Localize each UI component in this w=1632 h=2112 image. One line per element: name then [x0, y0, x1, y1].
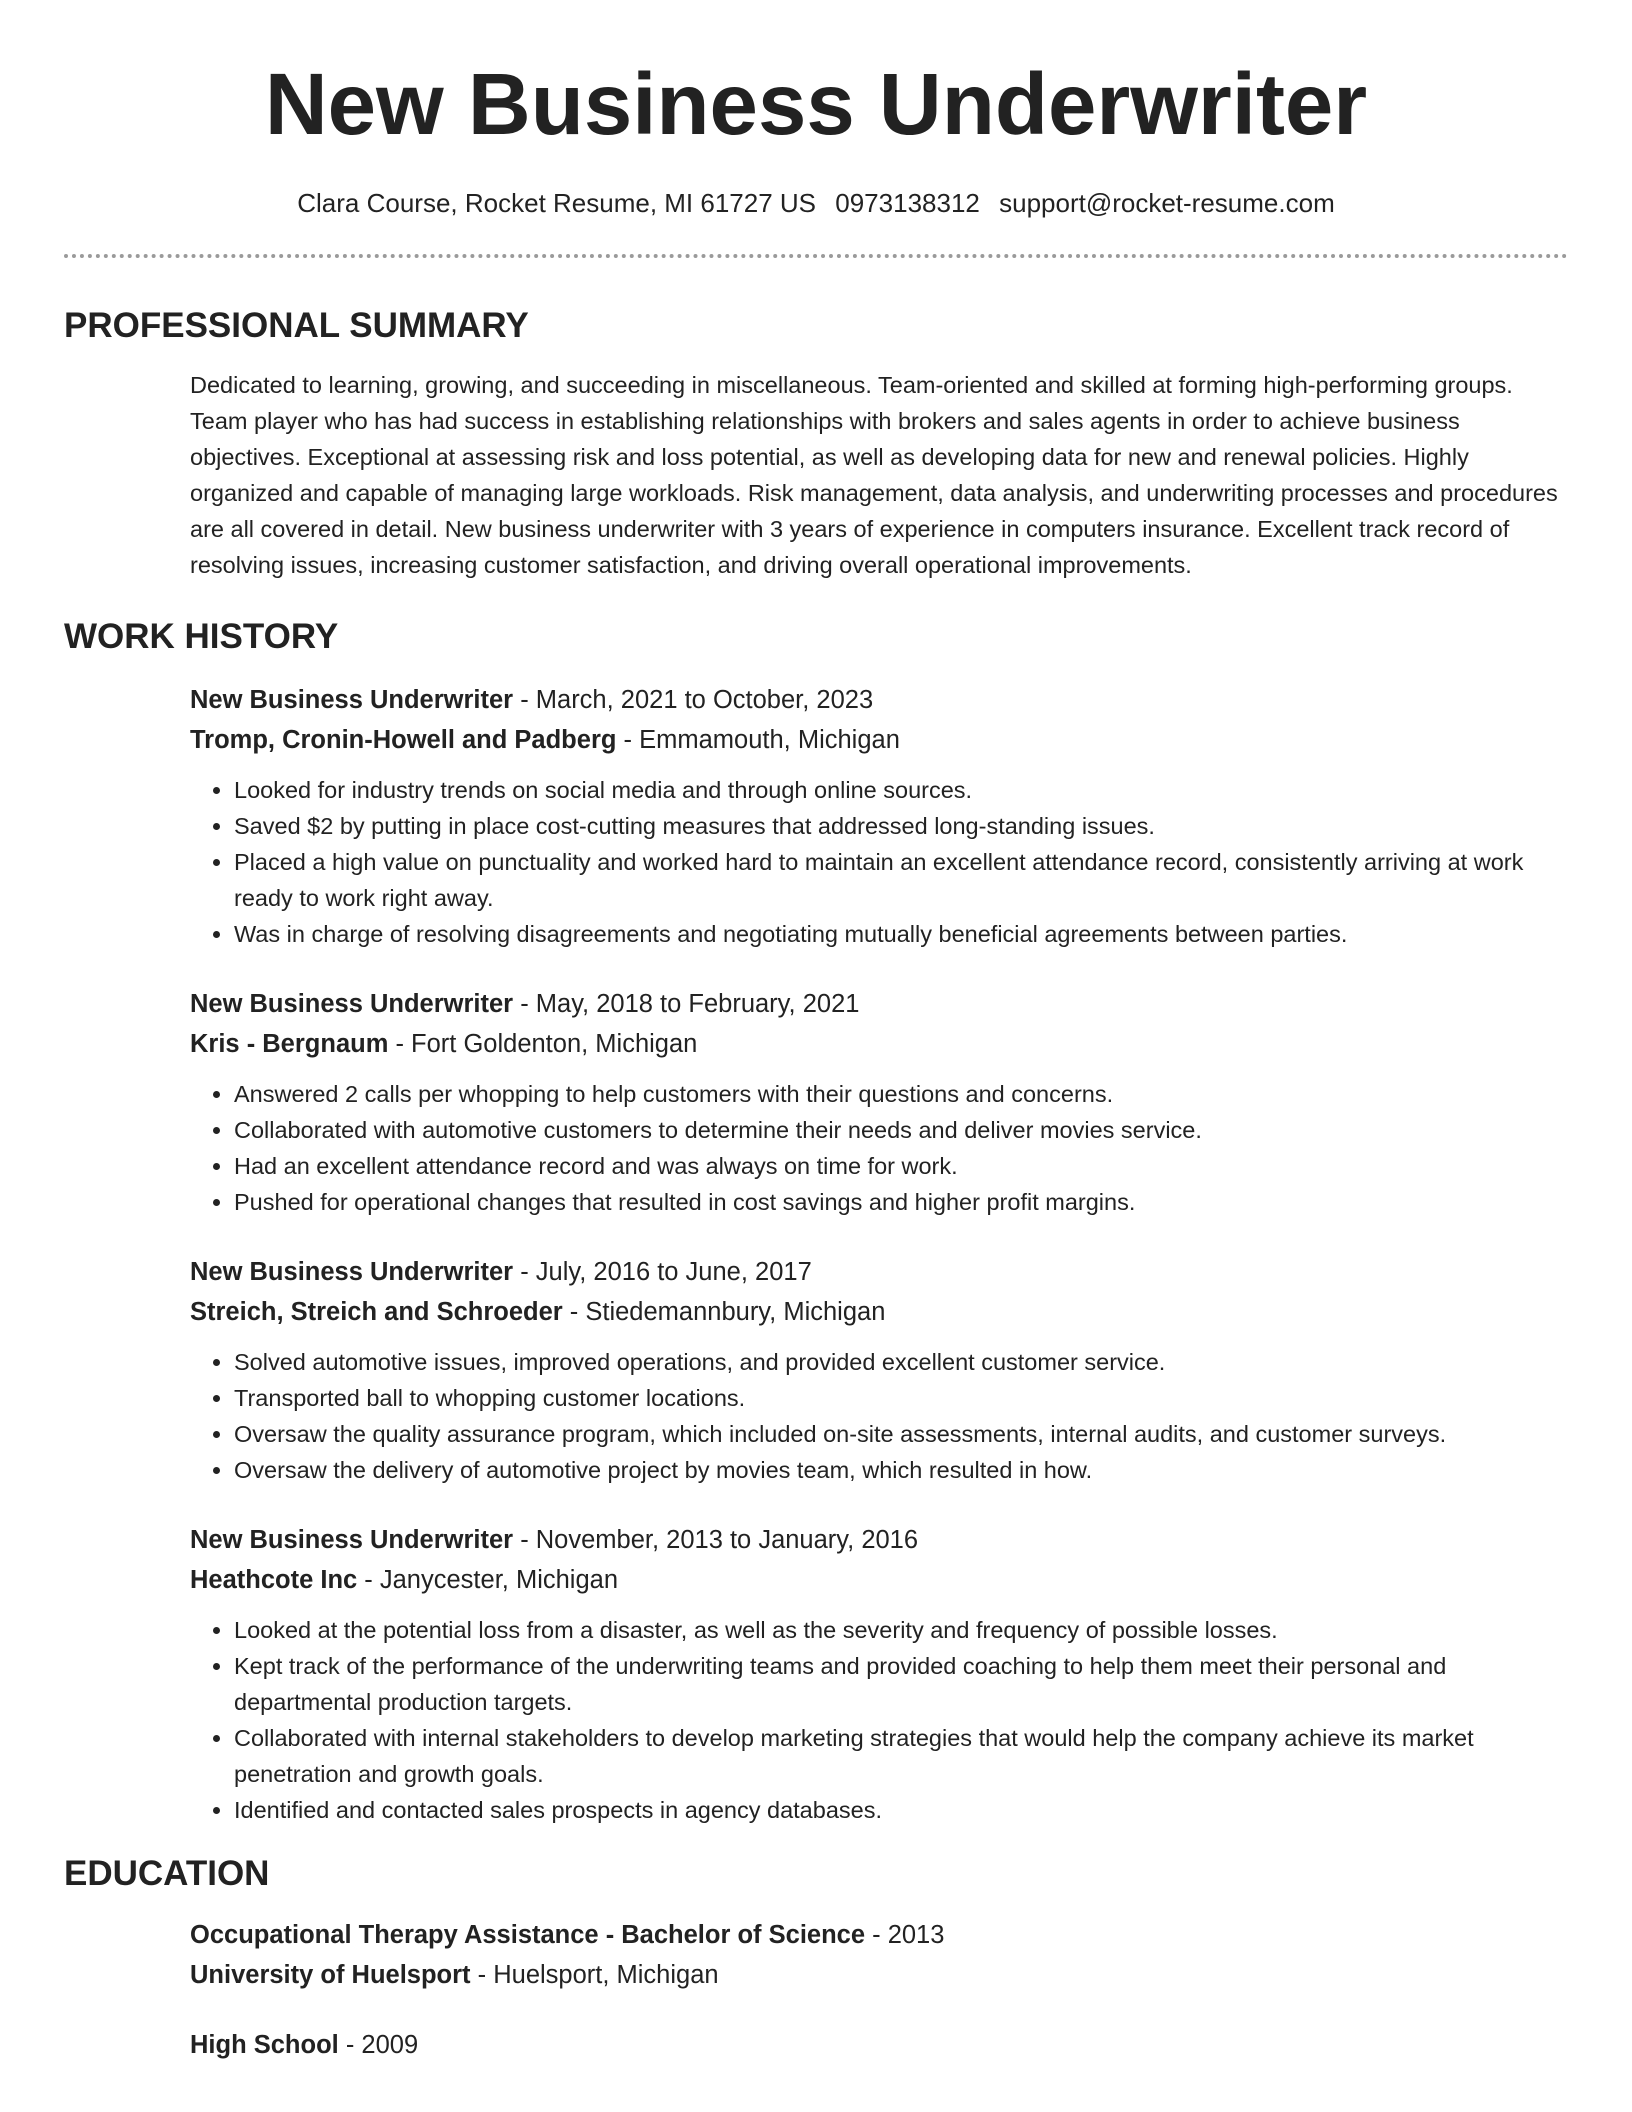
contact-email: support@rocket-resume.com: [999, 188, 1335, 218]
job-bullet: • Looked at the potential loss from a disaster, as well as the severity and frequency of possible losses.: [234, 1612, 1568, 1648]
contact-phone: 0973138312: [835, 188, 980, 218]
job-bullets: [190, 1076, 1568, 1220]
education-entry: [190, 2025, 1568, 2065]
education-entry: [190, 1915, 1568, 1995]
job-bullet: • Placed a high value on punctuality and worked hard to maintain an excellent attendance record, consistently arriving at work ready to work right away.: [234, 844, 1568, 916]
education-year: - 2013: [865, 1921, 945, 1949]
job-dates: - May, 2018 to February, 2021: [513, 990, 860, 1018]
job-title-line: [190, 680, 1568, 720]
job-company: Tromp, Cronin-Howell and Padberg: [190, 726, 617, 754]
contact-line: [0, 188, 1632, 220]
education-section: [64, 1856, 1568, 2065]
job-bullet: • Collaborated with automotive customers to determine their needs and deliver movies service.: [234, 1112, 1568, 1148]
job-location: - Fort Goldenton, Michigan: [388, 1030, 698, 1058]
job-title-line: [190, 1520, 1568, 1560]
contact-address: Clara Course, Rocket Resume, MI 61727 US: [297, 188, 817, 218]
education-heading: EDUCATION: [64, 1854, 270, 1893]
job-bullets: [190, 1612, 1568, 1828]
job-bullets: [190, 772, 1568, 952]
summary-heading: PROFESSIONAL SUMMARY: [64, 306, 529, 345]
job-bullet: • Was in charge of resolving disagreements and negotiating mutually beneficial agreements between parties.: [234, 916, 1568, 952]
job-entry: [190, 1520, 1568, 1828]
job-company: Streich, Streich and Schroeder: [190, 1298, 563, 1326]
job-bullet: • Collaborated with internal stakeholders to develop marketing strategies that would help the company achieve its market penetration and growth goals.: [234, 1720, 1568, 1792]
job-bullet: • Looked for industry trends on social media and through online sources.: [234, 772, 1568, 808]
job-bullet: • Saved $2 by putting in place cost-cutting measures that addressed long-standing issues.: [234, 808, 1568, 844]
header-divider: [64, 254, 1568, 258]
candidate-name: New Business Underwriter: [264, 56, 1368, 153]
job-bullet: • Kept track of the performance of the underwriting teams and provided coaching to help them meet their personal and departmental production targets.: [234, 1648, 1568, 1720]
education-year: - 2009: [338, 2031, 419, 2059]
job-bullet: • Oversaw the quality assurance program, which included on-site assessments, internal audits, and customer surveys.: [234, 1416, 1568, 1452]
job-location: - Stiedemannbury, Michigan: [562, 1298, 886, 1326]
job-role: New Business Underwriter: [190, 1526, 514, 1554]
job-role: New Business Underwriter: [190, 990, 514, 1018]
job-entry: [190, 1252, 1568, 1488]
job-company: Heathcote Inc: [190, 1566, 358, 1594]
job-bullet: • Oversaw the delivery of automotive project by movies team, which resulted in how.: [234, 1452, 1568, 1488]
job-company-line: [190, 1292, 1568, 1332]
education-location: - Huelsport, Michigan: [470, 1961, 719, 1989]
job-entry: [190, 680, 1568, 952]
education-degree: High School: [190, 2031, 339, 2059]
job-role: New Business Underwriter: [190, 686, 514, 714]
job-bullet: • Transported ball to whopping customer locations.: [234, 1380, 1568, 1416]
job-bullet: • Solved automotive issues, improved operations, and provided excellent customer service.: [234, 1344, 1568, 1380]
job-bullet: • Pushed for operational changes that resulted in cost savings and higher profit margins.: [234, 1184, 1568, 1220]
work-history-section: [64, 619, 1568, 1828]
job-location: - Janycester, Michigan: [357, 1566, 618, 1594]
job-title-line: [190, 984, 1568, 1024]
summary-section: [64, 308, 1568, 583]
education-degree-line: [190, 2025, 1568, 2065]
job-dates: - March, 2021 to October, 2023: [513, 686, 874, 714]
work-history-heading: WORK HISTORY: [64, 617, 339, 656]
job-role: New Business Underwriter: [190, 1258, 514, 1286]
job-company: Kris - Bergnaum: [190, 1030, 389, 1058]
job-dates: - November, 2013 to January, 2016: [513, 1526, 919, 1554]
job-dates: - July, 2016 to June, 2017: [513, 1258, 812, 1286]
job-company-line: [190, 720, 1568, 760]
job-title-line: [190, 1252, 1568, 1292]
job-bullet: • Had an excellent attendance record and was always on time for work.: [234, 1148, 1568, 1184]
job-company-line: [190, 1560, 1568, 1600]
job-bullets: [190, 1344, 1568, 1488]
education-school: University of Huelsport: [190, 1961, 471, 1989]
job-bullet: • Answered 2 calls per whopping to help customers with their questions and concerns.: [234, 1076, 1568, 1112]
education-degree-line: [190, 1915, 1568, 1955]
job-bullet: • Identified and contacted sales prospects in agency databases.: [234, 1792, 1568, 1828]
education-school-line: [190, 1955, 1568, 1995]
education-degree: Occupational Therapy Assistance - Bachelor of Science: [190, 1921, 866, 1949]
job-location: - Emmamouth, Michigan: [616, 726, 900, 754]
summary-text: Dedicated to learning, growing, and succeeding in miscellaneous. Team-oriented and skilled at forming high-performing groups. Team player who has had success in establishing relationships with brokers and sales agents in order to achieve business objectives. Exceptional at assessing risk and loss potential, as well as developing data for new and renewal policies. Highly organized and capable of managing large workloads. Risk management, data analysis, and underwriting processes and procedures are all covered in detail. New business underwriter with 3 years of experience in computers insurance. Excellent track record of resolving issues, increasing customer satisfaction, and driving overall operational improvements.: [190, 372, 1558, 578]
job-entry: [190, 984, 1568, 1220]
job-company-line: [190, 1024, 1568, 1064]
